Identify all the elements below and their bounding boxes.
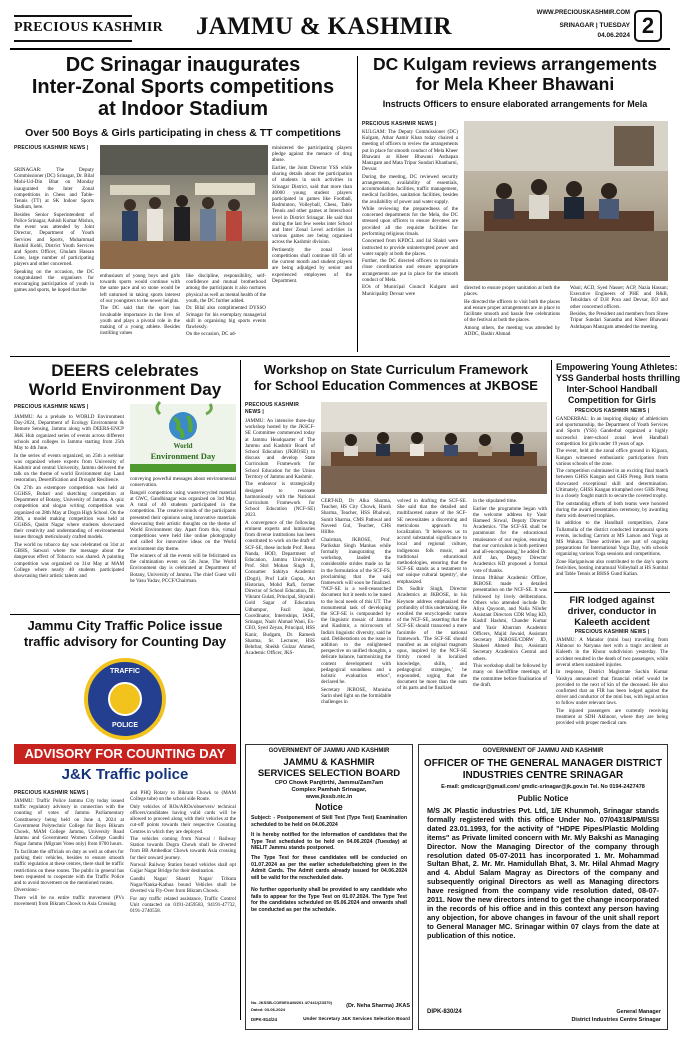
paragraph: volved in drafting the SCF-SE. She said that the detailed and multifaceted nature of the SCF-SE necessitates a discerning and meticulous approach to localization. 'It behooves us to accord substantial significance to local and regional culture, indigenous folk music, and traditional educational methodologies, ensuring that the SCF-SE stands as a testament to our unique cultural tapestry', she emphasized. bbox=[397, 498, 467, 585]
masthead-bottom-rule bbox=[14, 40, 132, 42]
paragraph: In response, District Magistrate Sachin Kumar Vaishya announced that financial relief would be provided to the next of kin of the deceased. He also confirmed that an FIR has been lodged against the driver and conductor of the mini bus, with legal action to follow under relevant laws. bbox=[556, 669, 668, 707]
masthead-divider bbox=[10, 48, 670, 50]
kulgam-photo-meeting bbox=[464, 121, 668, 281]
kulgam-headline-2: for Mela Kheer Bhawani bbox=[415, 74, 615, 94]
paragraph: Besides Senior Superintendent of Police Srinagar, Ashish Kumar Mishra, the event was attended by Joint Director, Department of Youth Services and Sports, Muhammad Rashid Kohli, District Youth Services and Sports Officer, Ghulam Hassan Lone, large number of participating players and other concerned. bbox=[14, 211, 94, 268]
paragraph: GANDERBAL: In an inspiring display of athleticism and sportsmanship, the Department of Youth Services and Sports (YSS) Ganderbal organized a highly successful inter-school zonal level Handball competition for girls under 19 years of age. bbox=[556, 416, 668, 447]
paragraph: The DC said that the sport has invaluable importance in the lives of youth and plays a pivotal role in the making of a young athlete. Besides instilling values bbox=[100, 305, 180, 337]
article-yss bbox=[556, 362, 680, 590]
workshop-col-4 bbox=[473, 498, 547, 688]
paragraph: During the meeting, DC reviewed security arrangements, availability of essentials, accommodation facilities, traffic management, medical facilities, sanitation facilities, besides the availability of power and water supply. bbox=[362, 173, 458, 205]
paragraph: Earlier the programme began with the welcome address by Yasir Hameed Sirwal, Deputy Director Academics. 'The SCF-SE shall be paramount for the educational renaissance of our region, ensuring that our curriculum is both pertinent and all-encompassing,' he added Dr. Arif Jan, Deputy Director Academics KD proposed a formal vote of thanks. bbox=[473, 505, 547, 574]
traffic-badge-inner bbox=[108, 682, 142, 716]
workshop-col-3 bbox=[397, 498, 467, 692]
fir-headline-1: FIR lodged against bbox=[569, 595, 655, 606]
paragraph: Concerned from KPDCL and Jal Shakti were instructed to provide uninterrupted power and water supply at both the places. bbox=[362, 238, 458, 257]
paragraph: Speaking on the occasion, the DC congratulated the organisers for encouraging participation of youth in games and sports, he hoped that the bbox=[14, 268, 94, 294]
paragraph: Pertinently the zonal level competitions shall continue till 5th of the current month and student players are being adjudged by senior and experienced employees of the Department. bbox=[272, 246, 352, 284]
traffic-col-1 bbox=[14, 798, 124, 1016]
paragraph: On the occasion, DC ad- bbox=[186, 331, 237, 338]
website: WWW.PRECIOUSKASHMIR.COM bbox=[536, 10, 630, 16]
paragraph: Dr. Sudhir Singh, Director Academics at JKBOSE, in his Keynote address emphasized the profundity of this undertaking. He extolled the encyclopedic nature of the NCF-SE, asserting that the SCF-SE should transcend a mere facsimile of the national framework. 'The SCF-SE should manifest as an original magnum opus, inspired by the NCF-SE firmly rooted in localized knowledge, skills, and pedagogical strategies,' he expounded, urging that the document be more than the sum of its parts and be finalized bbox=[397, 586, 467, 692]
paragraph: While reviewing the preparedness of the concerned departments for the Mela, the DC stressed upon officers to ensure devotees are provided all the requisite facilities for performing religious rituals. bbox=[362, 206, 458, 237]
paragraph: EOs of Municipal Council Kulgam and Municipality Devsar were bbox=[362, 284, 458, 297]
yss-byline: PRECIOUS KASHMIR NEWS | bbox=[574, 408, 650, 414]
paragraph: JAMMU: Traffic Police Jammu City today issued traffic regulatory advisory in connection with the counting of votes of Jammu Parliamentary Constituency being held on June 4, 2024 at Government Polytechnic College for Boys Bikram Chowk, MAM College Jammu, University Road Jammu and Government Women College Gandhi Nagar Jammu (Migrant Votes only) from 0700 hours. bbox=[14, 798, 124, 848]
globe-icon bbox=[130, 404, 236, 472]
paragraph: Secretary JKBOSE, Munisha Sarin shed light on the formidable challenges in bbox=[321, 686, 391, 706]
paragraph: Further, the DC directed officers to maintain close coordination and ensure appropriate arrangements are put in place for the smooth conduct of Mela. bbox=[362, 258, 458, 283]
paragraph: Dr. Bilal also complimented DYSSO Srinagar for his exemplary managerial skill in organising big sports events flawlessly. bbox=[186, 305, 266, 330]
traffic-col-2 bbox=[130, 790, 236, 1016]
deers-headline-1: DEERS celebrates bbox=[51, 361, 199, 380]
sports-photo-figures bbox=[100, 145, 268, 269]
workshop-headline-2: for School Education Commences at JKBOSE bbox=[254, 378, 538, 393]
jkssb-addr-1: CPO Chowk Panjtirthi, Jammu/Zam7am bbox=[274, 780, 384, 786]
deers-photo bbox=[130, 404, 236, 472]
sports-col-2 bbox=[100, 273, 180, 350]
dic-contact: E-mail: gmdicsgr@gmail.com/ gmdic-srinagar@jk.gov.in Tel. No 0194-2427478 bbox=[441, 784, 645, 790]
paragraph: The outstanding efforts of both teams were honored during the award presentation ceremony, by awarding them with deserved trophies. bbox=[556, 500, 668, 519]
paragraph: The vehicles coming from Narwal / Railway Station towards Dogra Chowk shall be diverted from BB Ambedkar Chowk towards Asia crossing for their onward journey. bbox=[130, 836, 236, 861]
vertical-divider bbox=[357, 56, 358, 352]
dic-notice: Public Notice bbox=[517, 794, 569, 803]
paragraph: Chairman, JKBOSE, Prof. Parikshat Singh Manhas while formally inaugurating the workshop, lauded the considerable strides made so far in the formulation of the SCF-FS, proclaiming that the said framework will soon be finalized. "NCF-SE is a well-researched document but it needs to be tuned to the local needs of this UT. The monumental task of developing the SCF-SE is compounded by the linguistic mosaic of Jammu and Kashmir, a microcosm of India's linguistic diversity, said he said. Deliberations on the issue in addition to the enlightened perspective on unified thoughts, a delicate balance, harmonizing the content development with pedagogical soundness and a holistic evaluation ethos", declared he. bbox=[321, 536, 391, 686]
paragraph: Rangoli competition using waste/recycled material at GWC, Gandhinagar was organized on 3rd May. A total of 40 students participated in the competition. The creative minds of the participants presented their opinions using innovative materials showcasing their artistic thoughts on the theme of World Environment day. Apart from this, virtual competitions were held like online photography and called for innovative ideas on the World environment day theme. bbox=[130, 489, 236, 552]
paragraph: Gandhi Nagar/ Shastri Nagar/ Trikuta Nagar/Nanka-Kathua bound Vehicles shall be diverted via Fly-Over from Bikram Chowk. bbox=[130, 875, 236, 895]
paragraph: like discipline, responsibility, self-confidence and mutual brotherhood among the participants it also nurtures physical as well as mental health of the youth, the DC further added. bbox=[186, 273, 266, 304]
workshop-col-2 bbox=[321, 498, 391, 706]
traffic-headline-1: Jammu City Traffic Police issue bbox=[27, 618, 223, 633]
section-title: JAMMU & KASHMIR bbox=[196, 13, 452, 40]
sports-col-1 bbox=[14, 167, 94, 350]
kulgam-photo bbox=[464, 121, 668, 281]
sports-headline-3: at Indoor Stadium bbox=[98, 98, 268, 120]
paragraph: JAMMU: A Matador (mini bus) travelling from Akhnoor to Naryana met with a tragic accident at Kaleeth in the Khour subdivision yesterday. The accident resulted in the death of two passengers, while several others sustained injuries. bbox=[556, 637, 668, 668]
yss-headline-3: Inter-School Handball bbox=[566, 384, 658, 394]
dic-sign-title-2: District Industries Centre Srinagar bbox=[571, 1017, 661, 1023]
kulgam-col-3 bbox=[570, 285, 668, 351]
yss-col-1 bbox=[556, 416, 668, 588]
yss-headline-1: Empowering Young Athletes: bbox=[556, 362, 678, 372]
paragraph: Narwal/ Railway Station bound vehicles shall opt Gujjar Nagar Bridge for their destination. bbox=[130, 862, 236, 875]
paragraph: A convergence of the following eminent experts and luminaries from diverse institutions has been constituted to work on the draft of SCF-SE, these include Prof. Renu Nanda, HOD, Department of Education, Jammu University, Prof. Shri Mohan Singh Ji, Consumer Sahitya Academic (Dogri), Prof Lalit Gupta, Art Historian, Mohd Rafi, former Director of School Education, Dr. Vikram Gulati, Principal, Shyamli Gold Sagar of Education Udhampur, Fazil Iqbal, Coordinator, Internships, IASE, Srinagar, Nazir Ahmad Wani, Ex-CEO, Syed Zeyan, Principal, HSS Kanir, Budgam, Dr. Ramesh Sharma, Sr. Lecturer, HSS Behrbar, Sheikh Gulzar Ahmed, Academic Officer, JKS- bbox=[245, 519, 315, 657]
paragraph: conveying powerful messages about environmental conservation. bbox=[130, 476, 236, 489]
fir-headline-3: Kaleeth accident bbox=[574, 617, 650, 628]
deers-photo-text-1: World bbox=[173, 442, 193, 450]
sports-col-3 bbox=[186, 273, 266, 350]
vertical-divider bbox=[240, 360, 241, 1020]
workshop-col-1 bbox=[245, 418, 315, 672]
paragraph: In addition to the Handball competition, Zone Tullamulla of the district conducted intramural sports events, including Carrom at MS Larson and Yoga at MS Wakura. These activities are part of ongoing preparations for International Yoga Day, with schools organizing various Yoga sessions and competitions. bbox=[556, 520, 668, 558]
jkssb-dated: Dated: 03-06-2024 bbox=[251, 1007, 286, 1012]
article-kulgam bbox=[362, 55, 668, 355]
deers-byline: PRECIOUS KASHMIR NEWS | bbox=[14, 404, 89, 410]
jkssb-sign-title: Under Secretary J&K Services Selection Board bbox=[303, 1017, 410, 1022]
sports-col-4 bbox=[272, 145, 352, 350]
paragraph: To facilitate the officials on duty as well as others for parking their vehicles, besides to ensure smooth traffic regulation at these centres, there shall be traffic restrictions on these routes. The public in general has been requested to cooperate with the Traffic Police and to avoid movement on the mentioned routes. bbox=[14, 848, 124, 886]
deers-col-1 bbox=[14, 414, 124, 608]
paragraph: The world no tobacco day was celebrated on 31st at GBHS, Satwari where the message about the dangerous effect of Tobacco was shared. A painting competition was organized on 31st May at MAM College where nearly 40 students participated showcasing their artistic talents and bbox=[14, 541, 124, 579]
brand-name: PRECIOUS KASHMIR bbox=[14, 20, 164, 35]
sports-headline-1: DC Srinagar inaugurates bbox=[65, 54, 301, 76]
jkssb-subject: Subject: - Postponement of Skill Test (Type Test) Examination scheduled to be held on 04.06.2024 bbox=[251, 815, 407, 828]
deers-col-2 bbox=[130, 476, 236, 608]
traffic-banner bbox=[14, 654, 236, 786]
paragraph: SRINAGAR: The Deputy Commissioner (DC) Srinagar, Dr. Bilal Mohi-Ud-Din Bhat on Monday inaugurated the Inter Zonal competitions in Chess and Table-Tennis (TT) at SK Indoor Sports Stadium, here. bbox=[14, 167, 94, 211]
article-deers bbox=[14, 362, 236, 612]
jkssb-addr-2: Complex Pamhah Srinagar, bbox=[291, 787, 367, 793]
paragraph: Imran Iftikhar Academic Officer, JKBOSE made a detailed presentation on the NCF-SE. It was followed by lively deliberations. Others who attended include Dr. Aliya Qayoom, and Nalia Nilofer Assistant Directors CDR Wing KD, Kashif Hashmi, Chander Kumar and Yasir Khurram Academic Officers, Majid Jawaid, Assistant Secretary JKBOSE/CDRW JD, Shakeel Ahmed Bur, Assistant Secretary Academics Central and others. bbox=[473, 575, 547, 662]
sports-byline: PRECIOUS KASHMIR NEWS | bbox=[14, 145, 89, 151]
kulgam-col-2 bbox=[464, 285, 560, 351]
yss-headline-4: Competition for Girls bbox=[568, 395, 656, 405]
kulgam-headline-1: DC Kulgam reviews arrangements bbox=[373, 54, 657, 74]
paragraph: In the series of events organized, on 25th a webinar was organized where experts from University of Kashmir and central University, Jammu delivered the talk on the theme of world Environment day Land restoration, Desertification and Drought Resilience. bbox=[14, 452, 124, 484]
traffic-badge-text-2: POLICE bbox=[111, 722, 139, 729]
workshop-headline-1: Workshop on State Curriculum Framework bbox=[263, 362, 529, 377]
jkssb-title-1: JAMMU & KASHMIR bbox=[283, 757, 375, 768]
yss-headline-2: YSS Ganderbal hosts thrilling bbox=[556, 373, 680, 383]
dic-gov: GOVERNMENT OF JAMMU AND KASHMIR bbox=[482, 748, 604, 754]
article-traffic bbox=[14, 618, 236, 1018]
paragraph: Besides, the President and members from Shree Tripur Sundari Sanastha and Kheer Bhawani Ashthapan Manzgam attended the meeting. bbox=[570, 311, 668, 330]
paragraph: The competition culminated in an exciting final match between GHSS Kangan and GHS Preng. Both teams showcased exceptional skill and determination. Ultimately, GHSS Kangan triumphed over GHS Preng in a closely fought match to secure the coveted trophy. bbox=[556, 468, 668, 500]
sports-headline-2: Inter-Zonal Sports competitions bbox=[31, 76, 335, 98]
fir-headline-2: driver, conductor in bbox=[567, 606, 657, 617]
paragraph: ministered the participating players pledge against the menace of drug abuse. bbox=[272, 145, 352, 164]
paragraph: The endeavor is strategically designed to resonate harmoniously with the National Curriculum Framework for School Education (NCF-SE) 2023. bbox=[245, 481, 315, 519]
paragraph: Diversions:- bbox=[14, 887, 40, 894]
jkssb-para-3: No further opportunity shall be provided to any candidate who fails to appear for the Type Test on 01.07.2024. The Type Test for the candidates scheduled on 05.06.2024 and onwards shall be conducted as per the schedule. bbox=[251, 887, 407, 913]
deers-photo-grass bbox=[130, 464, 236, 472]
kulgam-byline: PRECIOUS KASHMIR NEWS | bbox=[362, 121, 437, 127]
ad-dic bbox=[418, 744, 668, 1030]
sports-subhead: Over 500 Boys & Girls participating in chess & TT competitions bbox=[25, 127, 341, 139]
traffic-advisory-banner: ADVISORY FOR COUNTING DAY bbox=[14, 744, 236, 764]
paragraph: enthusiasm of young boys and girls towards sports would continue with the same pace and so stone would be left unturned in taking sports interest of our youngsters to the newer heights. bbox=[100, 273, 180, 304]
paragraph: The winners of all the events will be felicitated on the culmination event on 5th June, The World Environment day is celebrated at Department of Botany, University of Jammu. The chief Guest will be Vasu Yadav, PCCF/Chairman. bbox=[130, 553, 236, 584]
vertical-divider bbox=[551, 360, 552, 674]
dic-title-2: INDUSTRIES CENTRE SRINAGAR bbox=[462, 770, 624, 781]
paragraph: JAMMU: As a prelude to WORLD Environment Day-2024, Department of Ecology Environment & Remote Sensing, Jammu along with DEERS-ENCP J&K Hub organized series of events across different schools and colleges in Jammu starting from 25th May to 4th June. bbox=[14, 414, 124, 452]
article-workshop bbox=[245, 362, 547, 706]
masthead-top-rule bbox=[14, 15, 132, 17]
paragraph: CERT-KD, Dr Alka Sharma, Teacher, HS City Chowk, Harsh Sharma, Teacher, HSS Bhalwal, Sumit Sharma, CMS Pathwal and Naveed Gul, Teacher, CHS Hillbe. bbox=[321, 498, 391, 536]
paragraph: Among others, the meeting was attended by ADDC, Bashir Ahmad bbox=[464, 324, 560, 338]
paragraph: Earlier, the Joint Director YSS while sharing details about the participation of students in such activities in Srinagar District, said that more than 40000 young student players participated in games like Football, Badminton, Volleyball, Chess, Table Tennis and other games at Interschool level in District Srinagar. He said that during the last few weeks inter School and Inter Zonal Level activities in various games are being organised across the Kashmir division. bbox=[272, 164, 352, 246]
sports-photo bbox=[100, 145, 268, 269]
traffic-badge bbox=[84, 658, 166, 740]
paragraph: KULGAM: The Deputy Commissioner (DC) Kulgam, Athar Aamir Khan today chaired a meeting of officers to review the arrangements put in place for smooth conduct of Mela Kheer Bhawani at Kheer Bhawani Asthapan Manzgam and Mata Tripur Sundari Khanbarni, Devsar. bbox=[362, 129, 458, 173]
masthead bbox=[0, 0, 680, 50]
dateline: SRINAGAR | TUESDAY bbox=[559, 22, 630, 29]
jkssb-gov: GOVERNMENT OF JAMMU AND KASHMIR bbox=[268, 748, 390, 754]
paragraph: For any traffic related assistance, Traffic Control Unit contacted on 0191-2459583, 94191-47732, 0191-2740558. bbox=[130, 895, 236, 915]
deers-headline-2: World Environment Day bbox=[28, 380, 222, 399]
jkssb-site: www.jkssb.nic.in bbox=[305, 794, 353, 800]
jkssb-dipk: DIPK-814/24 bbox=[251, 1017, 278, 1022]
fir-byline: PRECIOUS KASHMIR NEWS | bbox=[574, 629, 650, 635]
paragraph: The event, held at the zonal office ground in Kijpara, Kangan witnessed enthusiastic participation from various schools of the zone. bbox=[556, 448, 668, 467]
ad-jkssb bbox=[245, 744, 413, 1030]
paragraph: Wani; ACD, Syed Nasser; ACP, Nazia Hassan; Executive Engineers of PHE and R&B, Tehsildars of D.H Pora and Devsar, EO and other concerned officers. bbox=[570, 285, 668, 310]
horizontal-divider bbox=[554, 592, 670, 593]
traffic-headline-2: traffic advisory for Counting Day bbox=[23, 634, 227, 649]
horizontal-divider bbox=[10, 356, 670, 357]
jkssb-sign-name: (Dr. Neha Sharma) JKAS bbox=[346, 1003, 410, 1009]
traffic-caption: J&K Traffic police bbox=[61, 766, 189, 783]
kulgam-subhead: Instructs Officers to ensure elaborated arrangements for Mela bbox=[382, 99, 648, 109]
kulgam-col-1 bbox=[362, 129, 458, 351]
paragraph: This workshop shall be followed by many on line/offline meetings of the committee before finalisation of the draft. bbox=[473, 663, 547, 688]
workshop-photo-meeting bbox=[321, 402, 547, 494]
paragraph: The injured passengers are currently receiving treatment at SDH Akhnoor, where they are being provided with proper medical care. bbox=[556, 707, 668, 727]
traffic-byline: PRECIOUS KASHMIR NEWS | bbox=[14, 790, 89, 796]
paragraph: He directed the officers to visit both the places and ensure proper arrangements are in place to facilitate smooth and hassle free celebrations of the festival at both the places. bbox=[464, 298, 560, 324]
paragraph: in the stipulated time. bbox=[473, 498, 518, 504]
horizontal-divider bbox=[10, 614, 240, 615]
jkssb-number: No. JKSSB-COE0EXAM/201 4/7441/(Z3370) bbox=[251, 1000, 332, 1005]
paragraph: directed to ensure proper sanitation at both the places. bbox=[464, 285, 560, 298]
dic-dipk: DIPK-830/24 bbox=[427, 1009, 462, 1015]
deers-photo-text-2: Environment Day bbox=[150, 451, 216, 461]
jkssb-para-1: It is hereby notified for the information of candidates that the Type Test scheduled to be held on 04.06.2024 (Tuesday) at NIELIT Jammu stands postponed. bbox=[251, 832, 407, 852]
article-sports bbox=[14, 55, 352, 355]
paragraph: and PHQ Rotary to Bikram Chowk to (MAM College tube) on the school side Route. bbox=[130, 790, 236, 803]
dic-sign-title-1: General Manager bbox=[616, 1009, 661, 1015]
paragraph: JAMMU: An intensive three-day workshop hosted by the JKSCF-SE Committee commenced today at Jammu Headquarter of The Jammu and Kashmir Board of School Education (JKBOSE) to discuss and develop State Curriculum Framework for School Education for the Union Territory of Jammu and Kashmir. bbox=[245, 418, 315, 480]
traffic-badge-text-1: TRAFFIC bbox=[110, 668, 140, 675]
paragraph: Only vehicles of ROs/AROs/observers/ technical officers/candidates having valid cards will be allowed to proceed along with their vehicles at the cut-off points towards their respective Counting Centres in which they are deployed. bbox=[130, 803, 236, 835]
issue-date: 04.06.2024 bbox=[597, 32, 630, 39]
paragraph: On 27th an extempore competition was held at GGHSS, Bohari and sketching competition at Department of Botany, University of Jammu. A quiz competition and slogan writing competition was organized on 28th May at Dogra High School. On the 29th, a model making competition was held at GGHSS, Qasim Nagar where students showcased their creativity and understanding of environmental issues through meticulously crafted models. bbox=[14, 484, 124, 541]
jkssb-title-2: SERVICES SELECTION BOARD bbox=[257, 768, 401, 779]
workshop-photo bbox=[321, 402, 547, 494]
paragraph: There will be no entire traffic movement (PVs movement) from Bikram Chowk to Asia Crossing bbox=[14, 894, 124, 908]
fir-col-1 bbox=[556, 637, 668, 737]
paragraph: Zone Hariganiwan also contributed to the day's sports festivities, hosting intramural Volleyball at HS Sumbal and Table Tennis at BHSS Gund Kalian. bbox=[556, 558, 668, 578]
page-number: 2 bbox=[634, 10, 662, 42]
workshop-byline: PRECIOUS KASHMIR NEWS | bbox=[245, 402, 300, 415]
jkssb-notice: Notice bbox=[315, 802, 343, 812]
dic-title-1: OFFICER OF THE GENERAL MANAGER DISTRICT bbox=[423, 758, 663, 769]
dic-body: M/S JK Plastic industries Pvt. Ltd, 1/E Khunmoh, Srinagar stands formally registered with this office Under No. 07/04318/PMI/SSI dated 23.01.1993, for the activity of "HDPE Pipes/Plastic Molding items" as Private limited concern with Mr. M/y Bakshi as Managing Director. Now the Managing Director of the company through resolution dated 05-07-2011 has incorporated 1. Mr. Mohammad Sultan Bhat, 2. Mr. Mr. Hamidullah Bhat, 3. Mr. Hilal Ahmad Magry and 4. Abdul Salam Magray as Directors of the company and subsequently original Directors as well as Managing directors have resigned from the company vide resolution dated, 08-07-2011. Now the new directors intend to get the change incorporated in the records of his office and in this context any person having any objection, for above changes in favour of the unit shall report to General Manager MC. Srinagar within 07 clays from the date at publication of this notice. bbox=[427, 806, 659, 940]
jkssb-para-2: The Type Test for these candidates will be conducted on 01.07.2024 as per the earlier schedule/batching given in the Admit Cards. The Admit cards already issued for 04.06.2024 will be valid for the rescheduled date. bbox=[251, 855, 407, 881]
